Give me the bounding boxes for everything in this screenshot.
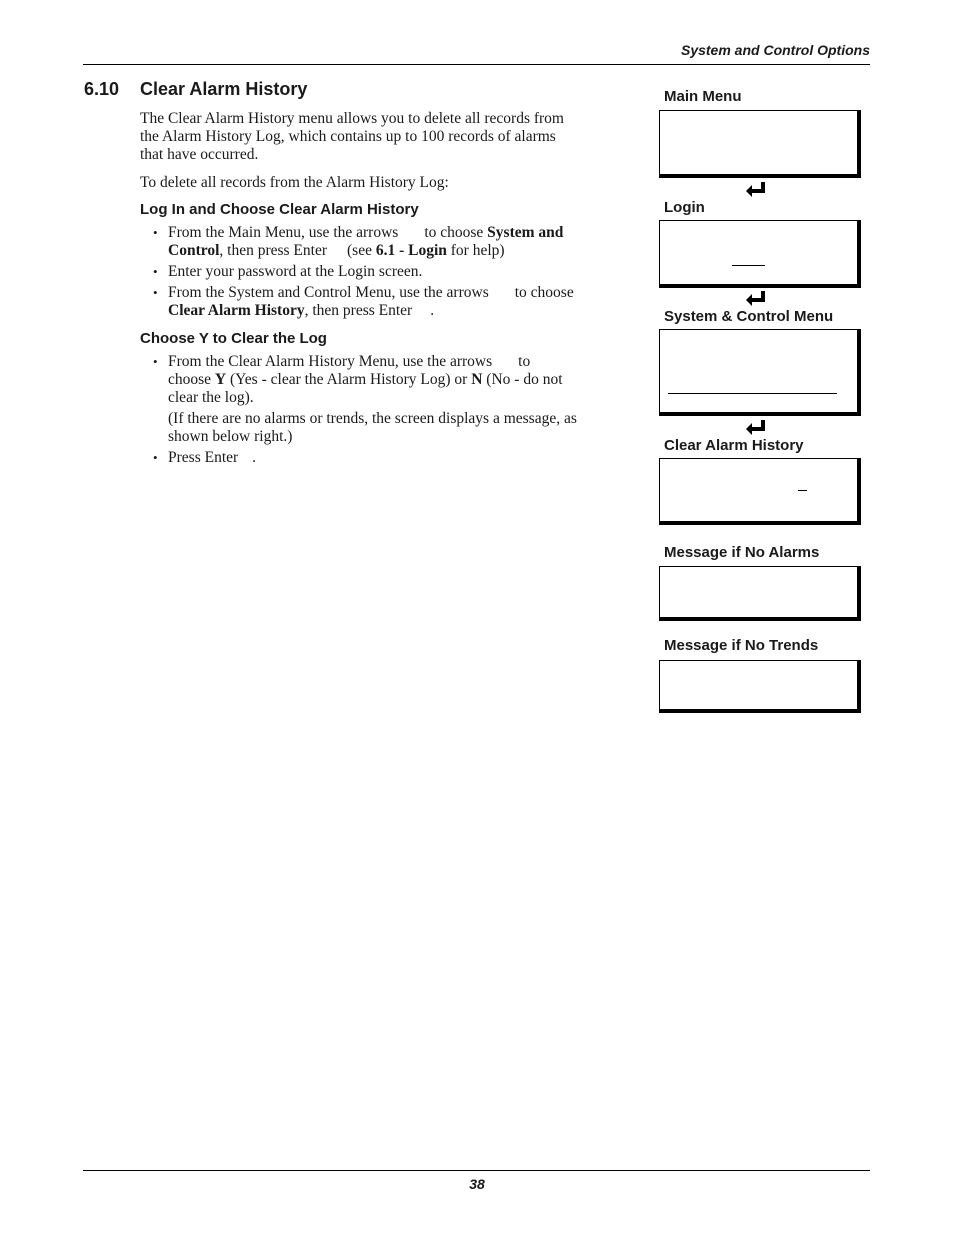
lcd-no-trends (659, 660, 861, 713)
enter-key-icon (745, 181, 767, 199)
intro-line: The Clear Alarm History menu allows you to delete all records from (140, 110, 564, 127)
running-header: System and Control Options (680, 42, 870, 58)
bullet-dot: • (153, 450, 158, 465)
lcd-system-control-menu (659, 329, 861, 416)
lcd-main-menu (659, 110, 861, 178)
panel-label-no-trends: Message if No Trends (664, 637, 819, 654)
lead-paragraph: To delete all records from the Alarm History Log: (140, 174, 449, 191)
panel-label-no-alarms: Message if No Alarms (664, 544, 820, 561)
intro-line: the Alarm History Log, which contains up to 100 records of alarms (140, 128, 556, 145)
panel-label-clear-alarm-history: Clear Alarm History (664, 437, 804, 454)
section-number: 6.10 (84, 79, 120, 99)
panel-label-system-control: System & Control Menu (664, 308, 834, 325)
bullet-dot: • (153, 225, 158, 240)
list-item: • From the Clear Alarm History Menu, use the arrows to choose Y (Yes - clear the Alarm History Log) or N (No - do not clear the log). (153, 353, 563, 406)
selection-underline (668, 393, 837, 394)
lcd-clear-alarm-history (659, 458, 861, 525)
bullet-dot: • (153, 354, 158, 369)
cursor-underline (798, 490, 807, 491)
subsection-heading-login: Log In and Choose Clear Alarm History (140, 201, 419, 218)
bullet-dot: • (153, 285, 158, 300)
list-item: • From the System and Control Menu, use the arrows to choose Clear Alarm History, then press Enter . (153, 284, 574, 319)
subsection-heading-choose: Choose Y to Clear the Log (140, 330, 327, 347)
intro-paragraph (140, 110, 640, 164)
list-item: • Press Enter . (153, 449, 257, 466)
footer-rule (83, 1170, 870, 1171)
enter-key-icon (745, 419, 767, 437)
header-rule (83, 64, 870, 65)
panel-label-main-menu: Main Menu (664, 88, 742, 105)
password-underline (732, 265, 765, 266)
lcd-login (659, 220, 861, 288)
lcd-no-alarms (659, 566, 861, 621)
page-number: 38 (469, 1176, 485, 1192)
list-item: • Enter your password at the Login screen. (153, 263, 423, 280)
bullet-dot: • (153, 264, 158, 279)
list-item-note: (If there are no alarms or trends, the screen displays a message, as shown below right.) (168, 410, 577, 445)
enter-key-icon (745, 290, 767, 308)
list-item: • From the Main Menu, use the arrows to choose System and Control, then press Enter (see 6.1 - Login for help) (153, 224, 564, 259)
intro-line: that have occurred. (140, 146, 259, 163)
section-title: Clear Alarm History (140, 79, 308, 99)
panel-label-login: Login (664, 199, 705, 216)
